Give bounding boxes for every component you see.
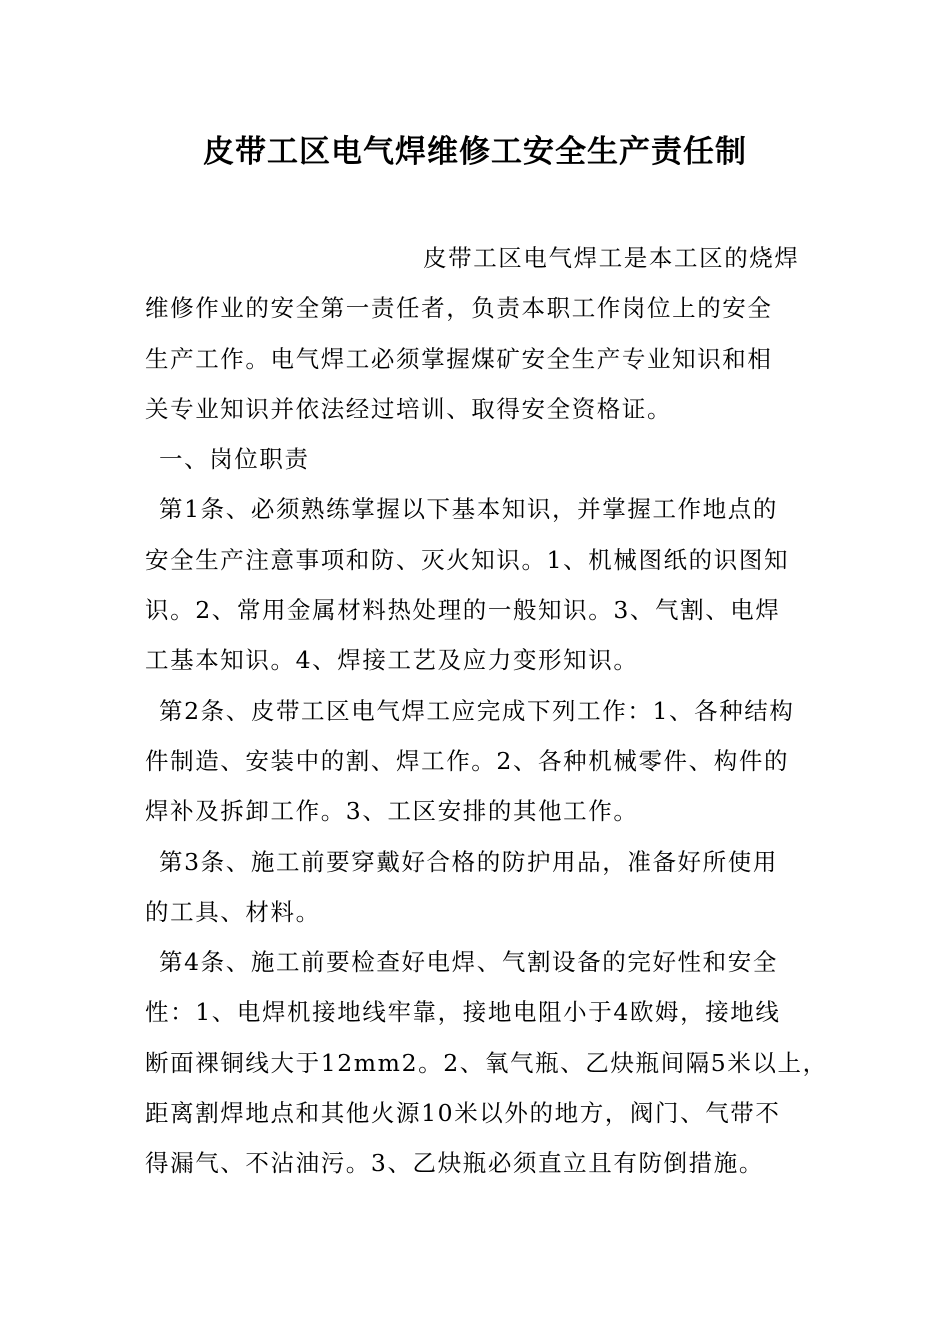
- text-line: 安全生产注意事项和防、灭火知识。1、机械图纸的识图知: [145, 545, 790, 574]
- article-2-line: 第2条、皮带工区电气焊工应完成下列工作：1、各种结构: [159, 696, 795, 725]
- text-line: 维修作业的安全第一责任者，负责本职工作岗位上的安全: [145, 294, 773, 323]
- text-line: 件制造、安装中的割、焊工作。2、各种机械零件、构件的: [145, 746, 790, 775]
- section-heading: 一、岗位职责: [159, 445, 310, 474]
- text-line: 断面裸铜线大于12mm2。2、氧气瓶、乙炔瓶间隔5米以上，: [145, 1048, 828, 1077]
- text-line: 关专业知识并依法经过培训、取得安全资格证。: [145, 394, 673, 423]
- article-1-line: 第1条、必须熟练掌握以下基本知识，并掌握工作地点的: [159, 495, 778, 524]
- text-line: 得漏气、不沾油污。3、乙炔瓶必须直立且有防倒措施。: [145, 1149, 764, 1178]
- text-line: 性：1、电焊机接地线牢靠，接地电阻小于4欧姆，接地线: [145, 998, 781, 1027]
- text-line: 皮带工区电气焊工是本工区的烧焊: [423, 244, 800, 272]
- text-line: 距离割焊地点和其他火源10米以外的地方，阀门、气带不: [145, 1099, 781, 1128]
- text-line: 工基本知识。4、焊接工艺及应力变形知识。: [145, 646, 639, 675]
- article-4-line: 第4条、施工前要检查好电焊、气割设备的完好性和安全: [159, 948, 778, 977]
- text-line: 生产工作。电气焊工必须掌握煤矿安全生产专业知识和相: [145, 344, 773, 373]
- document-title: 皮带工区电气焊维修工安全生产责任制: [203, 134, 747, 170]
- text-line: 的工具、材料。: [145, 897, 321, 926]
- document-body: [145, 233, 828, 1189]
- text-line: 识。2、常用金属材料热处理的一般知识。3、气割、电焊: [145, 596, 781, 625]
- text-line: 焊补及拆卸工作。3、工区安排的其他工作。: [145, 797, 639, 826]
- article-3-line: 第3条、施工前要穿戴好合格的防护用品，准备好所使用: [159, 847, 778, 876]
